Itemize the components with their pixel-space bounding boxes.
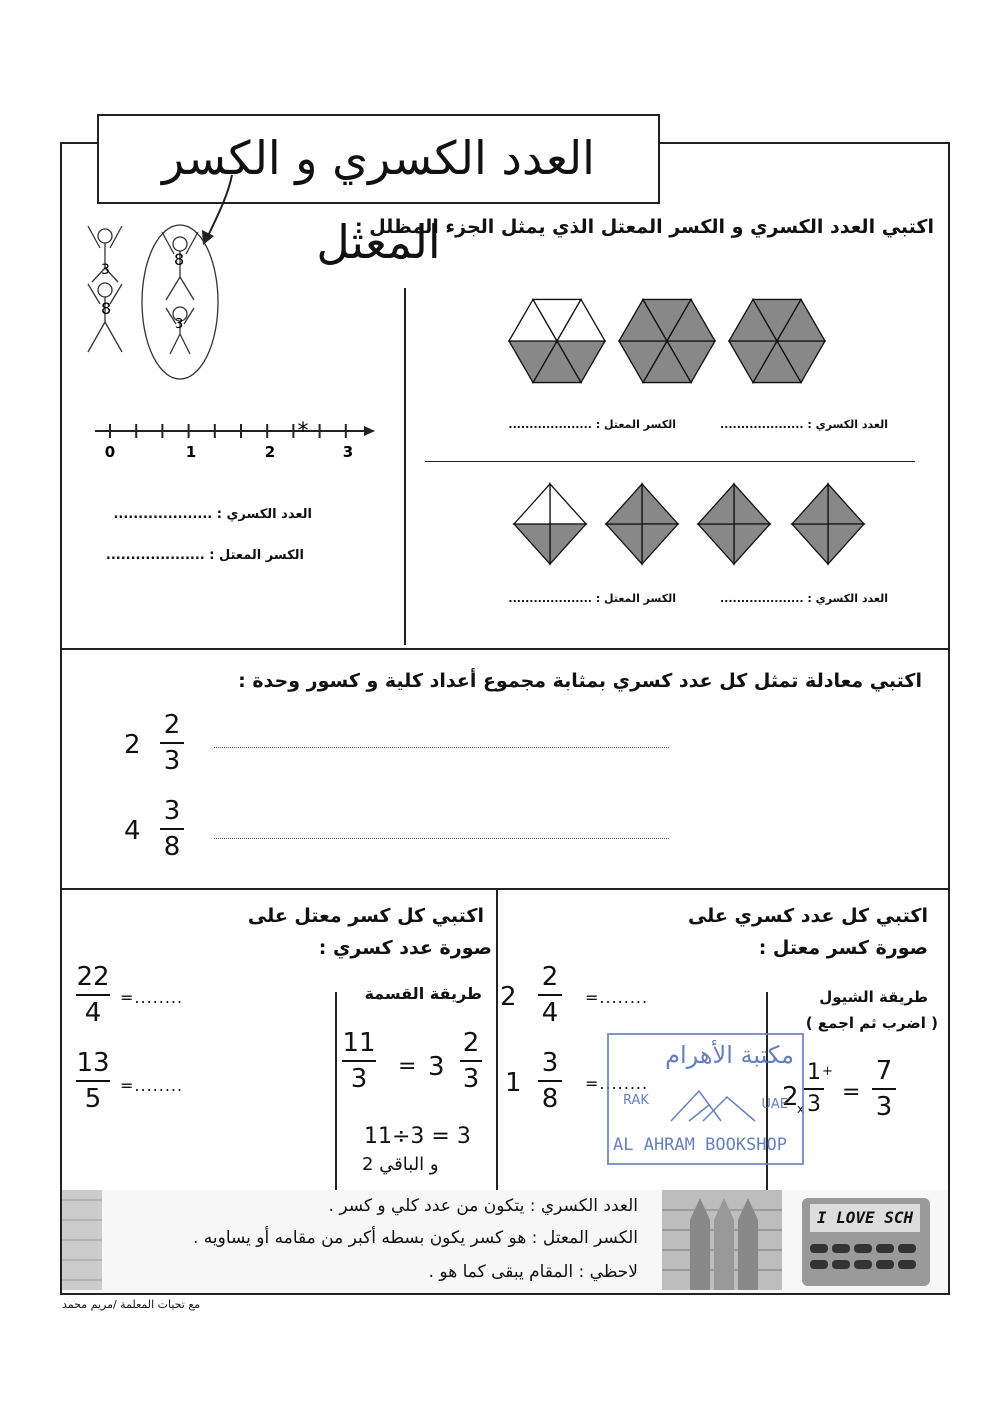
stripe-decoration [62, 1190, 162, 1290]
left-mixed-label: العدد الكسري : .................... [113, 507, 312, 522]
left-item2-answer[interactable]: =........ [120, 1076, 184, 1095]
shoveling-fraction: 1 3 [804, 1062, 824, 1116]
figure-number-bottom: 8 [101, 299, 112, 318]
right-method-hint: ( اضرب ثم اجمع ) [805, 1014, 938, 1032]
diamond-shapes [510, 478, 930, 578]
hexagon-figure [729, 299, 825, 382]
diamond-mixed-label: العدد الكسري : .................... [719, 592, 888, 605]
section1-instruction: اكتبي العدد الكسري و الكسر المعتل الذي يمثل الجزء المظلل : [355, 216, 934, 238]
division-remainder: و الباقي 2 [362, 1154, 439, 1175]
right-instruction-line2: صورة كسر معتل : [758, 937, 928, 959]
section-divider-1 [62, 648, 948, 650]
right-item2-whole: 1 [505, 1068, 522, 1098]
right-instruction-line1: اكتبي كل عدد كسري على [687, 905, 928, 927]
mixed-whole-2: 4 [124, 816, 141, 846]
page-title: العدد الكسري و الكسر المعتل [97, 114, 660, 204]
hexagon-shapes [500, 293, 920, 393]
left-method-title: طريقة القسمة [364, 984, 482, 1003]
diamond-quarter [828, 524, 864, 564]
note-denominator: لاحظي : المقام يبقى كما هو . [428, 1262, 638, 1282]
division-result-fraction: 2 3 [460, 1030, 482, 1092]
division-whole: 3 [428, 1052, 445, 1082]
diamond-quarter [698, 524, 734, 564]
left-instruction-line1: اكتبي كل كسر معتل على [247, 905, 484, 927]
left-item2-fraction: 13 5 [76, 1048, 110, 1114]
hexagon-figure [619, 299, 715, 382]
right-item2-answer[interactable]: =........ [585, 1074, 649, 1093]
left-instruction-line2: صورة عدد كسري : [318, 937, 492, 959]
diamond-quarter [734, 524, 770, 564]
teacher-credit: مع تحيات المعلمة /مريم محمد [62, 1298, 201, 1311]
diamond-quarter [792, 484, 828, 524]
diamond-figure [514, 484, 586, 564]
diamond-quarter [642, 524, 678, 564]
diamond-quarter [642, 484, 678, 524]
diamond-quarter [514, 524, 550, 564]
diamond-quarter [514, 484, 550, 524]
section-divider-2 [62, 888, 948, 890]
shoveling-whole: 2 [782, 1082, 799, 1112]
mixed-fraction-1: 2 3 [160, 712, 184, 774]
note-improper-fraction: الكسر المعتل : هو كسر يكون بسطه أكبر من مقامه أو يساويه . [192, 1228, 638, 1248]
diamond-quarter [550, 524, 586, 564]
right-item1-whole: 2 [500, 982, 517, 1012]
number-line-tick-label: 1 [185, 443, 197, 461]
diamond-improper-label: الكسر المعتل : .................... [508, 592, 676, 605]
diamond-quarter [606, 484, 642, 524]
answer-line-1[interactable] [214, 747, 669, 748]
number-line-tick-label: 0 [104, 443, 116, 461]
division-equation: 11÷3 = 3 [364, 1124, 471, 1149]
diamond-quarter [698, 484, 734, 524]
hexagon-mixed-label: العدد الكسري : .................... [719, 418, 888, 431]
stamp-english: AL AHRAM BOOKSHOP [613, 1135, 787, 1155]
plus-sign: + [822, 1064, 833, 1079]
mixed-whole-1: 2 [124, 730, 141, 760]
note-mixed-number: العدد الكسري : يتكون من عدد كلي و كسر . [328, 1196, 638, 1216]
pencils-icon [662, 1190, 782, 1290]
left-method-divider [335, 992, 337, 1190]
right-method-title: طريقة الشيول [819, 988, 928, 1006]
shoveling-result: 7 3 [872, 1058, 896, 1120]
division-equals: = [398, 1054, 417, 1079]
pyramid-icon [669, 1087, 759, 1123]
diamond-quarter [606, 524, 642, 564]
calculator-icon [802, 1198, 930, 1286]
number-line-tick-label: 2 [264, 443, 276, 461]
calculator-display: I LOVE SCH [810, 1204, 920, 1232]
hexagon-improper-label: الكسر المعتل : .................... [508, 418, 676, 431]
diamond-figure [792, 484, 864, 564]
left-item1-fraction: 22 4 [76, 962, 110, 1028]
section2-instruction: اكتبي معادلة تمثل كل عدد كسري بمثابة مجموع أعداد كلية و كسور وحدة : [238, 670, 922, 692]
bookshop-stamp [607, 1033, 804, 1165]
mixed-fraction-2: 3 8 [160, 798, 184, 860]
stamp-arabic: مكتبة الأهرام [665, 1041, 794, 1069]
figure-number-bottom-ringed: 3 [175, 317, 184, 332]
diamond-figure [606, 484, 678, 564]
diamond-quarter [792, 524, 828, 564]
right-item1-answer[interactable]: =........ [585, 988, 649, 1007]
left-improper-label: الكسر المعتل : .................... [105, 548, 304, 563]
diamond-quarter [550, 484, 586, 524]
stamp-city-left: RAK [623, 1093, 649, 1108]
section1-divider [404, 288, 406, 645]
section3-divider [496, 890, 498, 1190]
stamp-city-right: UAE [761, 1097, 788, 1112]
division-fraction: 11 3 [342, 1028, 376, 1094]
equals-sign: = [842, 1080, 861, 1105]
right-item2-fraction: 3 8 [538, 1050, 562, 1112]
number-line-star-marker: * [297, 419, 309, 444]
left-item1-answer[interactable]: =........ [120, 988, 184, 1007]
times-sign: x [797, 1102, 805, 1116]
diamond-figure [698, 484, 770, 564]
stacked-figures-image [78, 222, 218, 382]
number-line-tick-label: 3 [342, 443, 354, 461]
diamond-quarter [828, 484, 864, 524]
figure-number-top-ringed: 8 [174, 250, 185, 269]
number-line [90, 415, 390, 465]
shapes-divider [425, 461, 915, 462]
answer-line-2[interactable] [214, 838, 669, 839]
diamond-quarter [734, 484, 770, 524]
figure-number-top: 3 [101, 262, 110, 278]
hexagon-figure [509, 299, 605, 382]
right-item1-fraction: 2 4 [538, 964, 562, 1026]
